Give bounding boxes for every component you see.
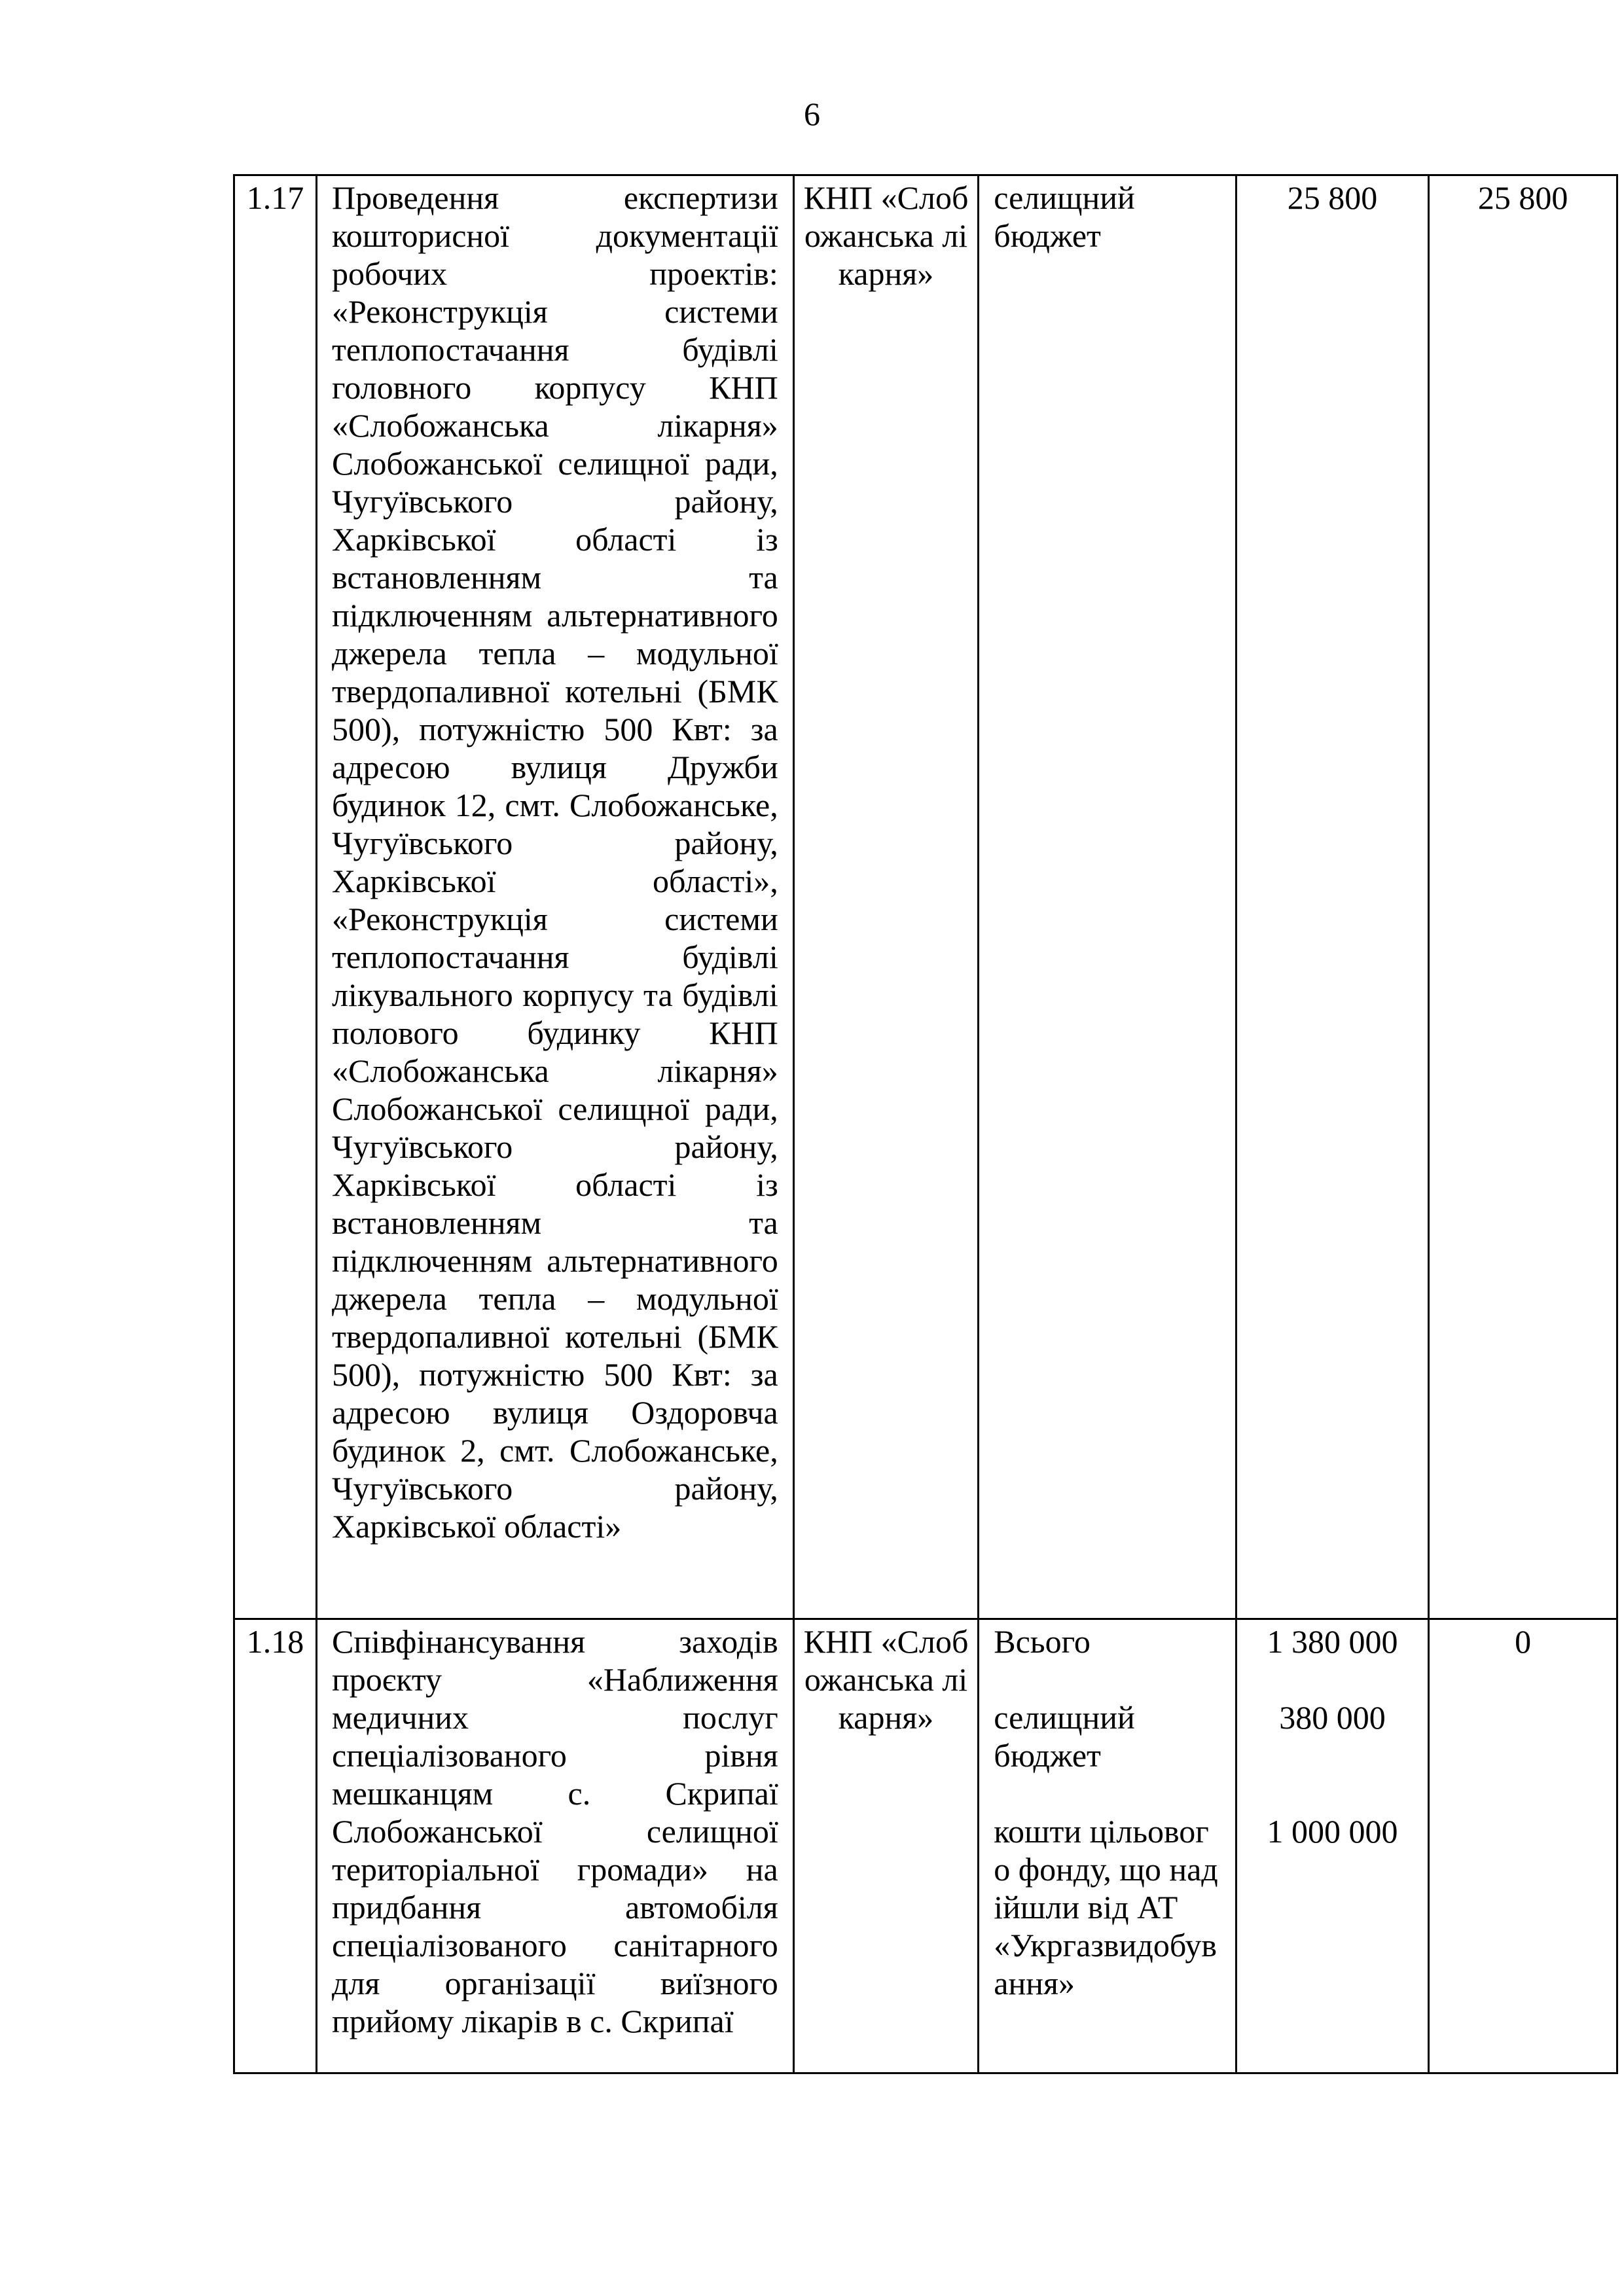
source-target-fund: кошти цільового фонду, що надійшли від АТ «Укргазвидобування»	[994, 1813, 1218, 2001]
measure-description: Проведення експертизи кошторисної документації робочих проектів: «Реконструкція системи теплопостачання будівлі головного корпусу КНП «Слобожанська лікарня» Слобожанської селищної ради, Чугуївського району, Харківської області із встановленням та підключенням альтернативного джерела тепла – модульної твердопаливної котельні (БМК 500), потужністю 500 Квт: за адресою вулиця Дружби будинок 12, смт. Слобожанське, Чугуївського району, Харківської області», «Реконструкція системи теплопостачання будівлі лікувального корпусу та будівлі полового будинку КНП «Слобожанська лікарня» Слобожанської селищної ради, Чугуївського району, Харківської області із встановленням та підключенням альтернативного джерела тепла – модульної твердопаливної котельні (БМК 500), потужністю 500 Квт: за адресою вулиця Оздоровча будинок 2, смт. Слобожанське, Чугуївського району, Харківської області»	[317, 175, 794, 1619]
row-number: 1.18	[234, 1619, 317, 2073]
amount-local-budget: 380 000	[1279, 1699, 1386, 1736]
funding-source: селищний бюджет	[979, 175, 1236, 1619]
measure-description: Співфінансування заходів проєкту «Наближення медичних послуг спеціалізованого рівня мешканцям с. Скрипаї Слобожанської селищної територіальної громади» на придбання автомобіля спеціалізованого санітарного для організації виїзного прийому лікарів в с. Скрипаї	[317, 1619, 794, 2073]
executor-text: КНП «Слобожанська лікарня»	[803, 1623, 969, 1736]
executor	[793, 175, 979, 1619]
executor-text: КНП «Слобожанська лікарня»	[803, 179, 969, 292]
table-row	[234, 1619, 1617, 2073]
source-local-budget: селищний бюджет	[994, 1699, 1135, 1774]
amount-total: 1 380 000	[1267, 1623, 1398, 1660]
budget-table	[233, 174, 1618, 2074]
amount-target-fund: 1 000 000	[1267, 1813, 1398, 1850]
table-row	[234, 175, 1617, 1619]
amount-2: 25 800	[1429, 175, 1617, 1619]
source-total: Всього	[994, 1623, 1091, 1660]
executor	[793, 1619, 979, 2073]
row-number: 1.17	[234, 175, 317, 1619]
funding-sources	[979, 1619, 1236, 2073]
amounts	[1236, 1619, 1429, 2073]
amount-2: 0	[1429, 1619, 1617, 2073]
amount: 25 800	[1236, 175, 1429, 1619]
page-number: 6	[804, 96, 820, 132]
